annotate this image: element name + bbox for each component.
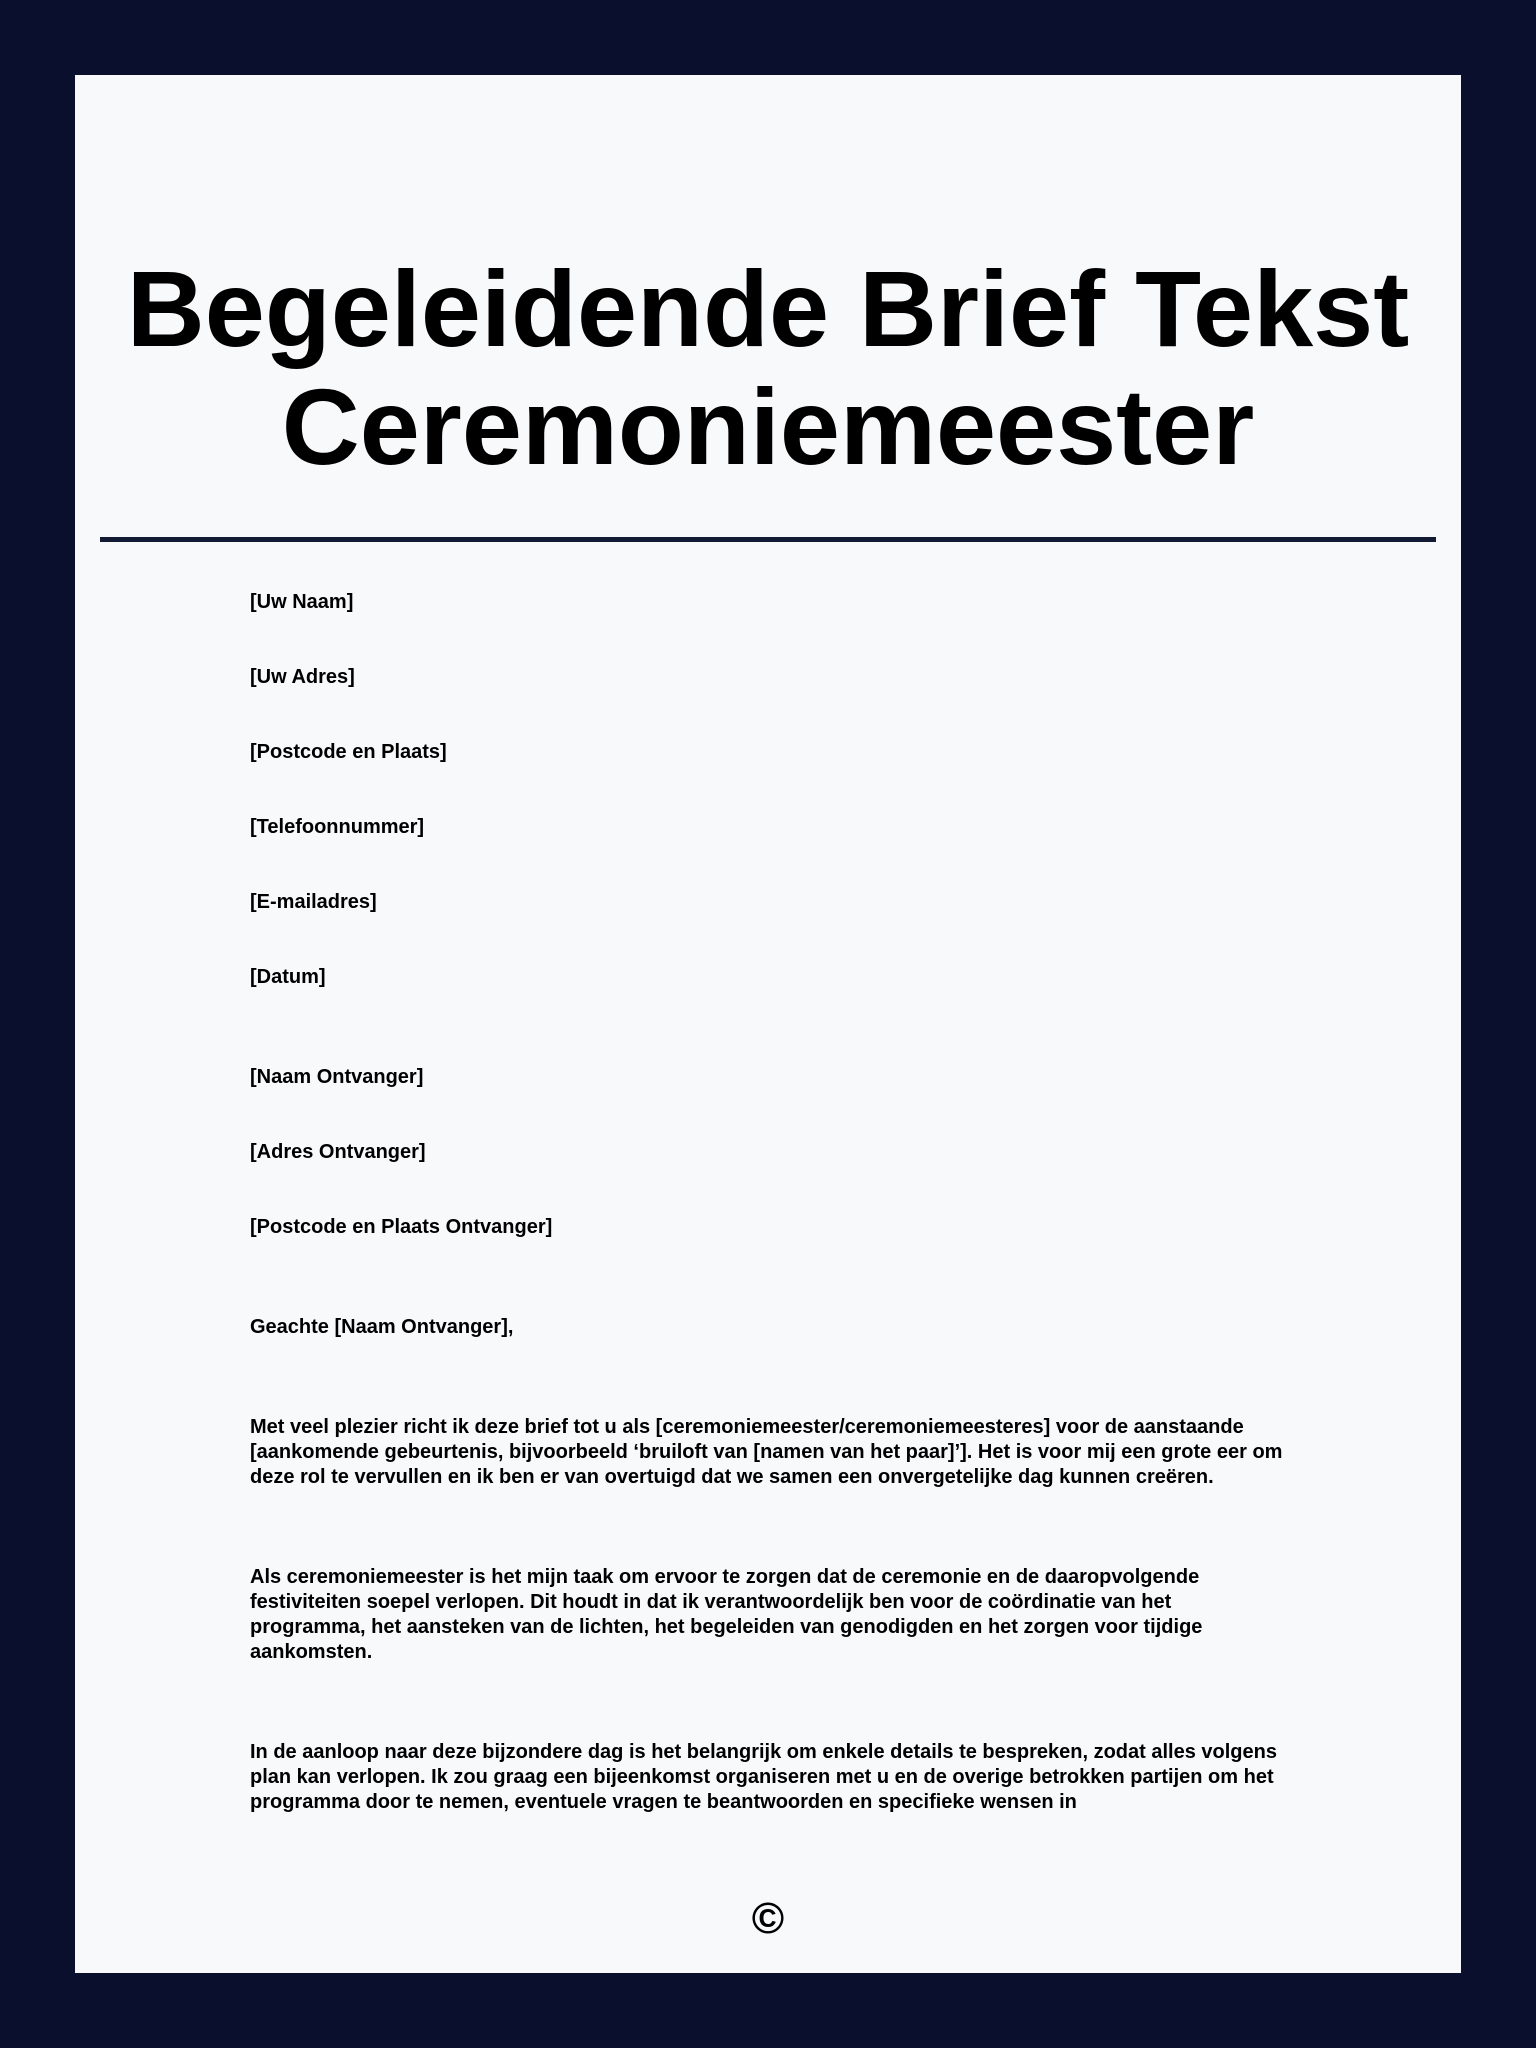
sender-postal-city: [Postcode en Plaats] (250, 741, 447, 763)
paragraph-1: Met veel plezier richt ik deze brief tot u als [ceremoniemeester/ceremoniemeesteres] voor de aanstaande [aankomende gebeurtenis, bijvoorbeeld ‘bruiloft van [namen van het paar]’]. Het is voor mij een grote eer om deze rol te vervullen en ik ben er van overtuigd dat we samen een onvergetelijke dag kunnen creëren. (250, 1416, 1283, 1488)
letter-date: [Datum] (250, 966, 326, 988)
copyright-icon: © (751, 1894, 785, 1943)
paragraph-3: In de aanloop naar deze bijzondere dag is het belangrijk om enkele details te bespreken, zodat alles volgens plan kan verlopen. Ik zou graag een bijeenkomst organiseren met u en de overige betrokken partijen om het programma door te nemen, eventuele vragen te beantwoorden en specifieke wensen in (250, 1741, 1277, 1813)
sender-name: [Uw Naam] (250, 591, 354, 613)
recipient-postal-city: [Postcode en Plaats Ontvanger] (250, 1216, 553, 1238)
sender-address: [Uw Adres] (250, 666, 355, 688)
paragraph-2: Als ceremoniemeester is het mijn taak om ervoor te zorgen dat de ceremonie en de daaropvolgende festiviteiten soepel verlopen. Dit houdt in dat ik verantwoordelijk ben voor de coördinatie van het programma, het aansteken van de lichten, het begeleiden van genodigden en het zorgen voor tijdige aankomsten. (250, 1566, 1203, 1663)
recipient-address: [Adres Ontvanger] (250, 1141, 426, 1163)
sender-email: [E-mailadres] (250, 891, 377, 913)
salutation: Geachte [Naam Ontvanger], (250, 1316, 514, 1338)
sender-phone: [Telefoonnummer] (250, 816, 425, 838)
recipient-name: [Naam Ontvanger] (250, 1066, 424, 1088)
document-page (75, 75, 1461, 1973)
document-title (75, 250, 1461, 486)
title-line-2: Ceremoniemeester (281, 366, 1255, 487)
title-line-1: Begeleidende Brief Tekst (126, 248, 1410, 369)
title-divider (100, 537, 1436, 542)
